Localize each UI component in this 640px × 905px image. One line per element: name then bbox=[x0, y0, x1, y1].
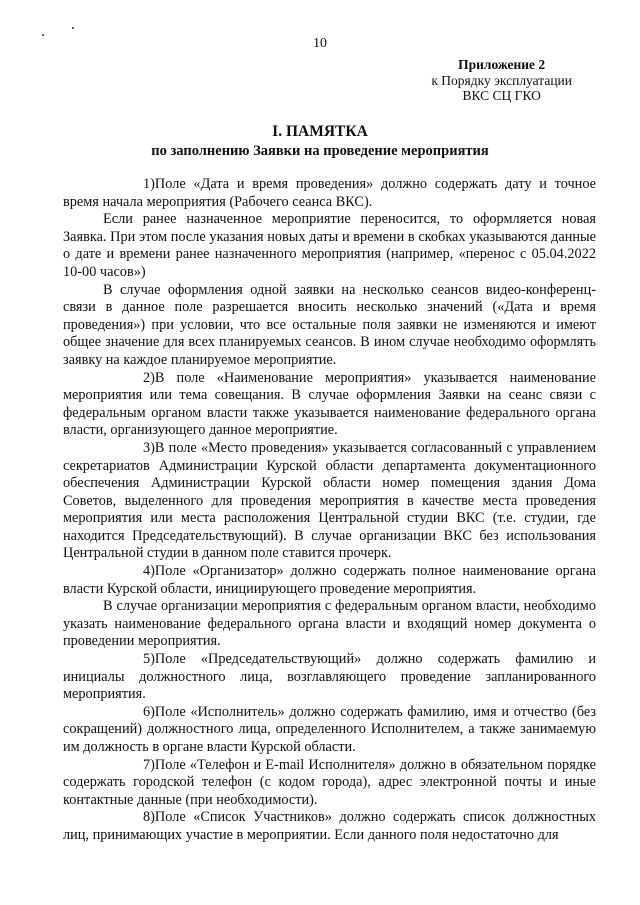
paragraph-text: Если ранее назначенное мероприятие переносится, то оформляется новая Заявка. При этом после указания новых даты и времени в скобках указываются данные о дате и времени ранее назначенного мероприятия (например, «перенос с 05.04.2022 10-00 часов») bbox=[63, 211, 596, 280]
item-number: 1) bbox=[143, 176, 155, 192]
document-heading bbox=[0, 122, 640, 161]
appendix-block bbox=[431, 57, 572, 104]
page-number: 10 bbox=[313, 36, 327, 51]
paragraph bbox=[63, 651, 596, 704]
paragraph-text: Поле «Организатор» должно содержать полное наименование органа власти Курской области, инициирующего проведение мероприятия. bbox=[63, 563, 596, 597]
paragraph bbox=[63, 370, 596, 440]
appendix-line: к Порядку эксплуатации bbox=[431, 72, 572, 88]
scan-speck bbox=[72, 27, 74, 29]
appendix-title: Приложение 2 bbox=[458, 57, 546, 72]
paragraph bbox=[63, 176, 596, 211]
item-number: 7) bbox=[143, 756, 155, 773]
item-number: 6) bbox=[143, 703, 155, 720]
paragraph-text: В случае оформления одной заявки на несколько сеансов видео-конференц-связи в данное поле разрешается вносить несколько значений («Дата и время проведения») при условии, что все остальные поля заявки не изменяются и имеют общее значение для всех планируемых сеансов. В ином случае необходимо оформлять заявку на каждое планируемое мероприятие. bbox=[63, 281, 596, 368]
paragraph bbox=[63, 440, 596, 563]
paragraph bbox=[63, 282, 596, 370]
heading-subtitle: по заполнению Заявки на проведение мероприятия bbox=[151, 143, 489, 159]
paragraph bbox=[63, 563, 596, 598]
item-number: 2) bbox=[143, 369, 155, 386]
paragraph-text: Поле «Телефон и E-mail Исполнителя» должно в обязательном порядке содержать городской телефон (с кодом города), адрес электронной почты и иные контактные данные (при необходимости). bbox=[63, 756, 596, 808]
item-number: 5) bbox=[143, 651, 155, 668]
paragraph bbox=[63, 598, 596, 651]
paragraph bbox=[63, 809, 596, 844]
paragraph-text: В поле «Наименование мероприятия» указывается наименование мероприятия или тема совещания. В случае оформления Заявки на сеанс связи с федеральным органом власти также указывается наименование федерального органа власти, организующего данное мероприятие. bbox=[63, 369, 596, 439]
paragraph-text: В случае организации мероприятия с федеральным органом власти, необходимо указать наименование федерального органа власти и входящий номер документа о проведении мероприятия. bbox=[63, 598, 596, 650]
paragraph-text: Поле «Список Участников» должно содержать список должностных лиц, принимающих участие в мероприятии. Если данного поля недостаточно для bbox=[63, 809, 596, 843]
item-number: 4) bbox=[143, 563, 155, 580]
paragraph bbox=[63, 704, 596, 757]
paragraph-text: Поле «Исполнитель» должно содержать фамилию, имя и отчество (без сокращений) должностного лица, определенного Исполнителем, а также занимаемую им должность в органе власти Курской области. bbox=[63, 703, 596, 755]
paragraph-text: В поле «Место проведения» указывается согласованный с управлением секретариатов Администрации Курской области департамента документационного обеспечения Администрации Курской области номер помещения здания Дома Советов, выделенного для проведения мероприятия в качестве места проведения мероприятия или места расположения Центральной студии ВКС (т.е. студии, где находится Председательствующий). В случае организации ВКС без использования Центральной студии в данном поле ставится прочерк. bbox=[63, 439, 596, 562]
document-body bbox=[63, 176, 596, 845]
item-number: 8) bbox=[143, 809, 155, 826]
heading-title: I. ПАМЯТКА bbox=[272, 123, 368, 140]
paragraph bbox=[63, 757, 596, 810]
paragraph-text: Поле «Дата и время проведения» должно содержать дату и точное время начала мероприятия (Рабочего сеанса ВКС). bbox=[63, 176, 596, 210]
item-number: 3) bbox=[143, 439, 155, 456]
appendix-line: ВКС СЦ ГКО bbox=[462, 88, 541, 103]
paragraph bbox=[63, 211, 596, 281]
paragraph-text: Поле «Председательствующий» должно содержать фамилию и инициалы должностного лица, возглавляющего проведение запланированного мероприятия. bbox=[63, 651, 596, 703]
